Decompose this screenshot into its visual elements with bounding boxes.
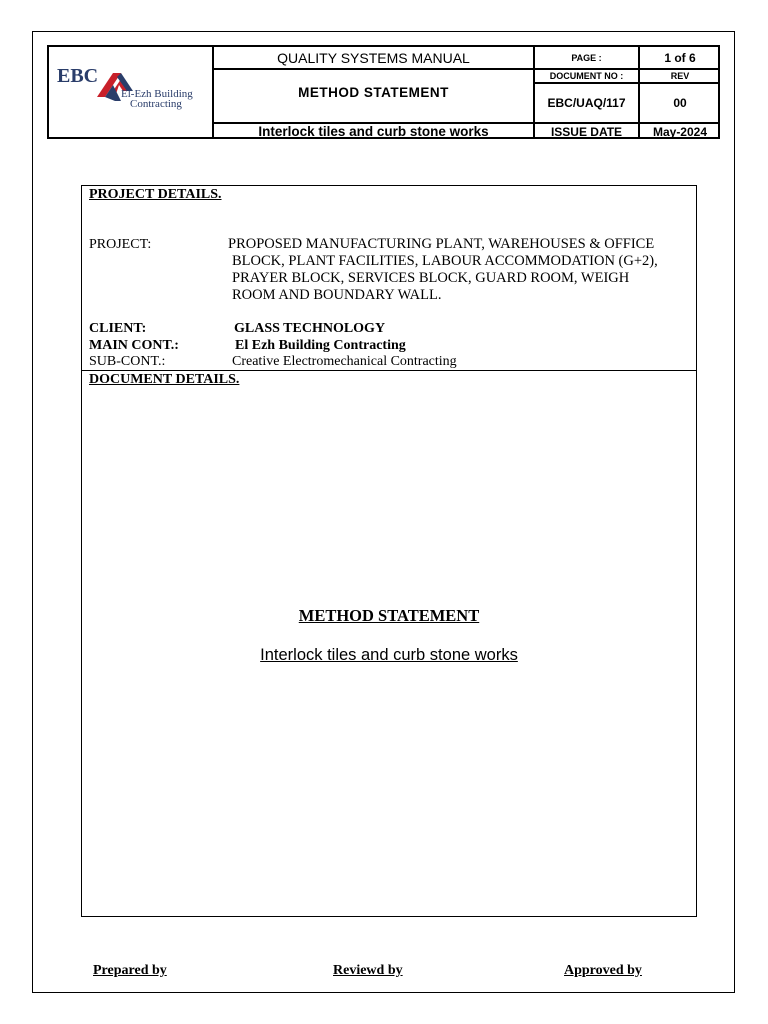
project-line-3: PRAYER BLOCK, SERVICES BLOCK, GUARD ROOM, WEIGH <box>232 270 630 286</box>
rev-label: REV <box>640 70 720 84</box>
page-value: 1 of 6 <box>640 47 720 70</box>
document-subject: Interlock tiles and curb stone works <box>214 124 535 139</box>
method-statement-title: METHOD STATEMENT <box>298 606 480 625</box>
document-type: METHOD STATEMENT <box>214 70 535 124</box>
sub-contractor-label: SUB-CONT.: <box>89 354 166 369</box>
project-label: PROJECT: <box>89 237 152 252</box>
prepared-by-label: Prepared by <box>93 963 167 978</box>
issue-date-label: ISSUE DATE <box>535 124 640 139</box>
logo-cell <box>49 47 214 137</box>
logo-name-line2: Contracting <box>130 98 182 110</box>
page-label: PAGE : <box>535 47 640 70</box>
logo-brand: EBC <box>57 65 99 87</box>
rev-value: 00 <box>640 84 720 124</box>
logo-mark-icon <box>95 67 135 107</box>
reviewed-by-label: Reviewd by <box>333 963 403 978</box>
approved-by-label: Approved by <box>564 963 642 978</box>
section-divider <box>82 370 696 371</box>
manual-title: QUALITY SYSTEMS MANUAL <box>214 47 535 70</box>
project-document-box <box>81 185 697 917</box>
issue-date-value: May-2024 <box>652 124 708 139</box>
main-contractor-value: El Ezh Building Contracting <box>235 338 406 353</box>
project-details-heading: PROJECT DETAILS. <box>89 187 222 202</box>
document-details-heading: DOCUMENT DETAILS. <box>89 372 240 387</box>
method-statement-subtitle: Interlock tiles and curb stone works <box>260 646 518 664</box>
main-contractor-label: MAIN CONT.: <box>89 338 179 353</box>
client-value: GLASS TECHNOLOGY <box>234 321 386 336</box>
sub-contractor-value: Creative Electromechanical Contracting <box>232 354 457 369</box>
document-no-label: DOCUMENT NO : <box>535 70 640 84</box>
project-line-4: ROOM AND BOUNDARY WALL. <box>232 287 442 303</box>
logo-name-line1: El-Ezh Building <box>121 88 193 100</box>
company-logo <box>57 67 207 112</box>
project-line-1: PROPOSED MANUFACTURING PLANT, WAREHOUSES & OFFICE <box>228 236 655 252</box>
client-label: CLIENT: <box>89 321 147 336</box>
document-header-table <box>47 45 720 139</box>
project-line-2: BLOCK, PLANT FACILITIES, LABOUR ACCOMMODATION (G+2), <box>232 253 658 269</box>
document-no-value: EBC/UAQ/117 <box>535 84 640 124</box>
